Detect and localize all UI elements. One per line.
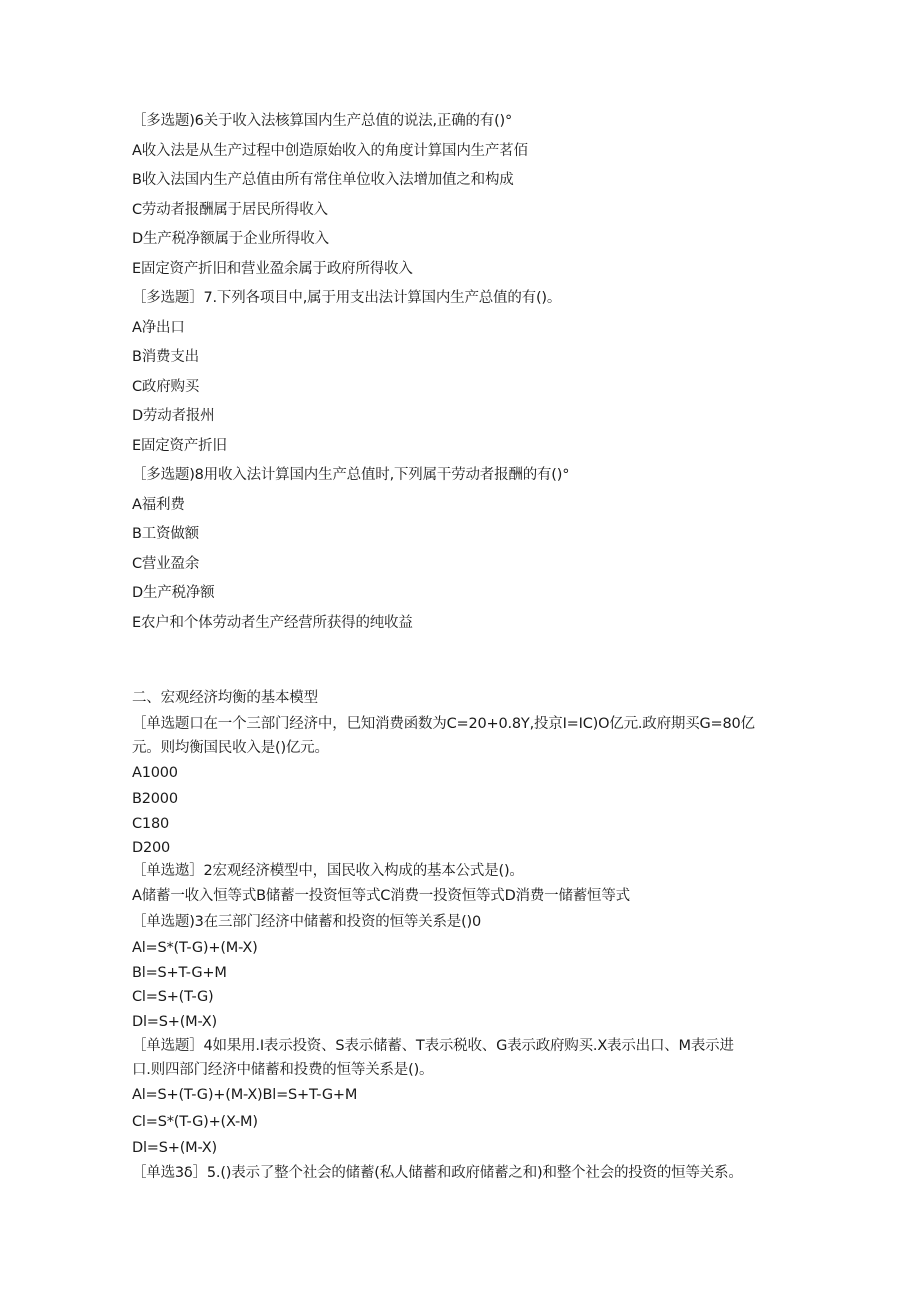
s2-question-1-option-a: A1000 [132, 765, 178, 781]
s2-question-3-stem: ［单选题)3在三部门经济中储蓄和投资的恒等关系是()0 [132, 914, 482, 930]
s2-question-1-option-d: D200 [132, 840, 171, 856]
question-8-option-c: C营业盈余 [132, 556, 200, 572]
s2-question-1-stem-line1: ［单选题口在一个三部门经济中，巳知消费函数为C=20+0.8Y,投京I=IC)O亿元.政府期买G=80亿 [132, 716, 755, 732]
s2-question-5-stem: ［单选3δ］5.()表示了整个社会的储蓄(私人储蓄和政府储蓄之和)和整个社会的投资的恒等关系。 [132, 1165, 743, 1181]
question-6-option-e: E固定资产折旧和营业盈余属于政府所得收入 [132, 261, 413, 277]
question-7-option-c: C政府购买 [132, 379, 200, 395]
question-8-option-a: A福利费 [132, 497, 185, 513]
s2-question-4-option-c: Cl=S*(T-G)+(X-M) [132, 1114, 258, 1130]
question-6-option-b: B收入法国内生产总值由所有常住单位收入法增加值之和构成 [132, 172, 514, 188]
question-8-option-e: E农户和个体劳动者生产经营所获得的纯收益 [132, 615, 413, 631]
question-8-option-d: D生产税净额 [132, 585, 215, 601]
question-6-option-c: C劳动者报酬属于居民所得收入 [132, 202, 328, 218]
s2-question-4-option-ab: Al=S+(T-G)+(M-X)Bl=S+T-G+M [132, 1087, 358, 1103]
question-8-option-b: B工资做额 [132, 526, 199, 542]
question-6-option-d: D生产税净额属于企业所得收入 [132, 231, 329, 247]
s2-question-3-option-a: Al=S*(T-G)+(M-X) [132, 940, 258, 956]
s2-question-2-options: A储蓄一收入恒等式B储蓄一投资恒等式C消费一投资恒等式D消费一储蓄恒等式 [132, 888, 630, 904]
question-7-stem: ［多选题］7.下列各项目中,属于用支出法计算国内生产总值的有()。 [132, 290, 562, 306]
s2-question-1-option-c: C180 [132, 816, 170, 832]
s2-question-4-option-d: Dl=S+(M-X) [132, 1140, 217, 1156]
question-8-stem: ［多选题)8用收入法计算国内生产总值时,下列属干劳动者报酬的有()° [132, 467, 570, 483]
section-heading: 二、宏观经济均衡的基本模型 [132, 690, 318, 706]
s2-question-1-stem-line2: 元。则均衡国民收入是()亿元。 [132, 740, 329, 756]
s2-question-3-option-d: Dl=S+(M-X) [132, 1014, 217, 1030]
s2-question-2-stem: ［单选遨］2宏观经济模型中，国民收入构成的基本公式是()。 [132, 863, 524, 879]
s2-question-3-option-c: Cl=S+(T-G) [132, 989, 214, 1005]
question-7-option-e: E固定资产折旧 [132, 438, 227, 454]
s2-question-4-stem-line2: 口.则四部门经济中储蓄和投费的恒等关系是()。 [132, 1062, 434, 1078]
question-6-stem: ［多选题)6关于收入法核算国内生产总值的说法,正确的有()° [132, 113, 513, 129]
question-7-option-b: B消费支出 [132, 349, 199, 365]
question-7-option-a: A净出口 [132, 320, 185, 336]
s2-question-4-stem-line1: ［单选题］4如果用.I表示投资、S表示储蓄、T表示税收、G表示政府购买.X表示出口、M表示进 [132, 1038, 734, 1054]
question-6-option-a: A收入法是从生产过程中创造原始收入的角度计算国内生产茗佰 [132, 143, 528, 159]
s2-question-1-option-b: B2000 [132, 791, 178, 807]
s2-question-3-option-b: Bl=S+T-G+M [132, 965, 227, 981]
question-7-option-d: D劳动者报州 [132, 408, 215, 424]
